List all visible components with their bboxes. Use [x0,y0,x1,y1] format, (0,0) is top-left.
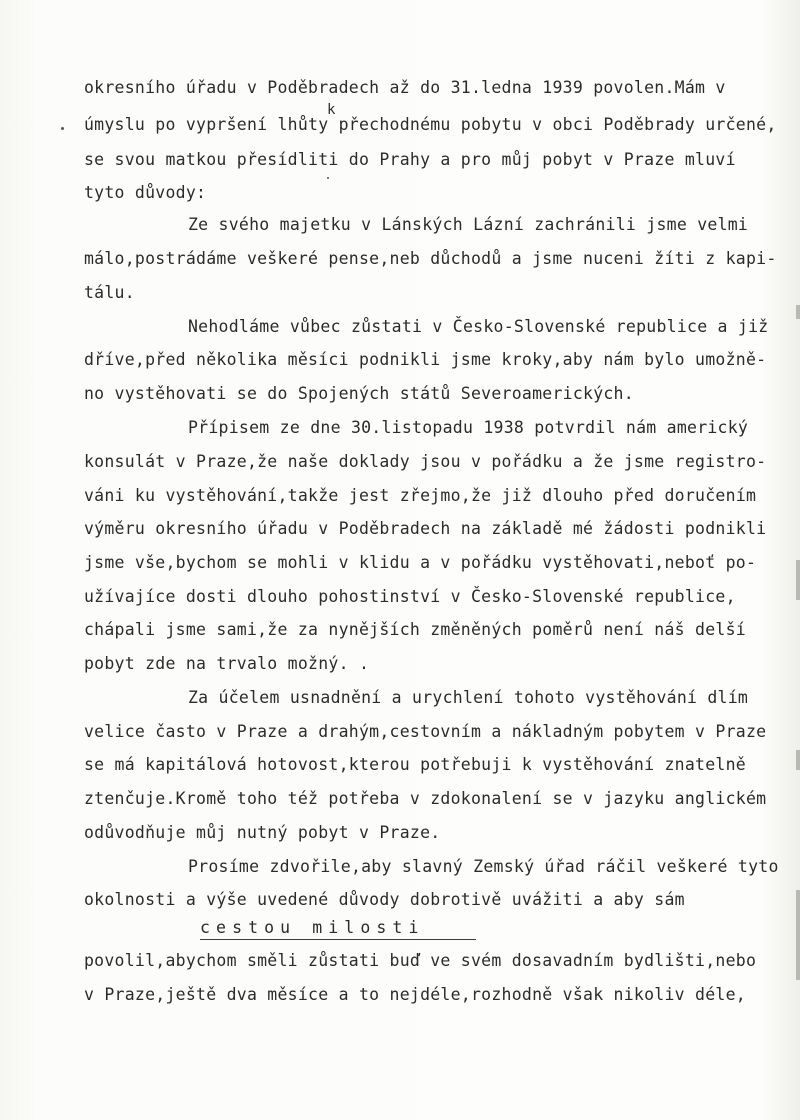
text-line: ztenčuje.Kromě toho též potřeba v zdokonalení se v jazyku anglickém [84,789,767,808]
text-line: okolnosti a výše uvedené důvody dobrotivě uvážiti a aby sám [84,890,685,909]
text-line: výměru okresního úřadu v Poděbradech na základě mé žádosti podnikli [84,519,767,538]
text-line: dříve,před několika měsíci podnikli jsme kroky,aby nám bylo umožně- [84,350,767,369]
paper-speck [327,177,329,179]
text-line: se svou matkou přesídliti do Prahy a pro můj pobyt v Praze mluví [84,150,736,169]
edge-mark [796,750,800,770]
spaced-emphasis: cestou milosti [200,918,425,937]
text-line: velice často v Praze a drahým,cestovním a nákladným pobytem v Praze [84,722,767,741]
text-line: váni ku vystěhování,takže jest zřejmo,že již dlouho před doručením [84,486,757,505]
text-line: se má kapitálová hotovost,kterou potřebuji k vystěhování znatelně [84,755,746,774]
edge-mark [796,305,800,319]
text-line: okresního úřadu v Poděbradech až do 31.ledna 1939 povolen.Mám v [84,78,726,97]
text-line: Prosíme zdvořile,aby slavný Zemský úřad ráčil veškeré tyto [188,857,779,876]
emphasis-underline [200,939,476,940]
text-line: tyto důvody: [84,183,207,202]
text-line: úmyslu po vypršení lhůty přechodnému pobytu v obci Poděbrady určené, [84,115,777,134]
typed-insertion: k [327,102,336,118]
text-line: pobyt zde na trvalo možný. . [84,654,370,673]
edge-mark [796,560,800,600]
text-line: Nehodláme vůbec zůstati v Česko-Slovenské republice a již [188,317,769,336]
text-line: povolil,abychom směli zůstati buď ve svém dosavadním bydlišti,nebo [84,951,757,970]
text-line: odůvodňuje můj nutný pobyt v Praze. [84,823,441,842]
text-line: málo,postrádáme veškeré pense,neb důchodů a jsme nuceni žíti z kapi- [84,249,777,268]
text-line: Přípisem ze dne 30.listopadu 1938 potvrdil nám americký [188,418,749,437]
edge-mark [796,890,800,980]
paper-speck [61,127,64,130]
text-line: v Praze,ještě dva měsíce a to nejdéle,rozhodně však nikoliv déle, [84,985,746,1004]
text-line: užívajíce dosti dlouho pohostinství v Česko-Slovenské republice, [84,587,736,606]
text-line: chápali jsme sami,že za nynějších změněných poměrů není náš delší [84,620,746,639]
text-line: no vystěhovati se do Spojených států Severoamerických. [84,384,634,403]
text-line: Za účelem usnadnění a urychlení tohoto vystěhování dlím [188,688,749,707]
text-line: jsme vše,bychom se mohli v klidu a v pořádku vystěhovati,neboť po- [84,553,757,572]
text-line: konsulát v Praze,že naše doklady jsou v pořádku a že jsme registro- [84,452,767,471]
text-line: Ze svého majetku v Lánských Lázní zachránili jsme velmi [188,215,749,234]
text-line: tálu. [84,283,135,302]
